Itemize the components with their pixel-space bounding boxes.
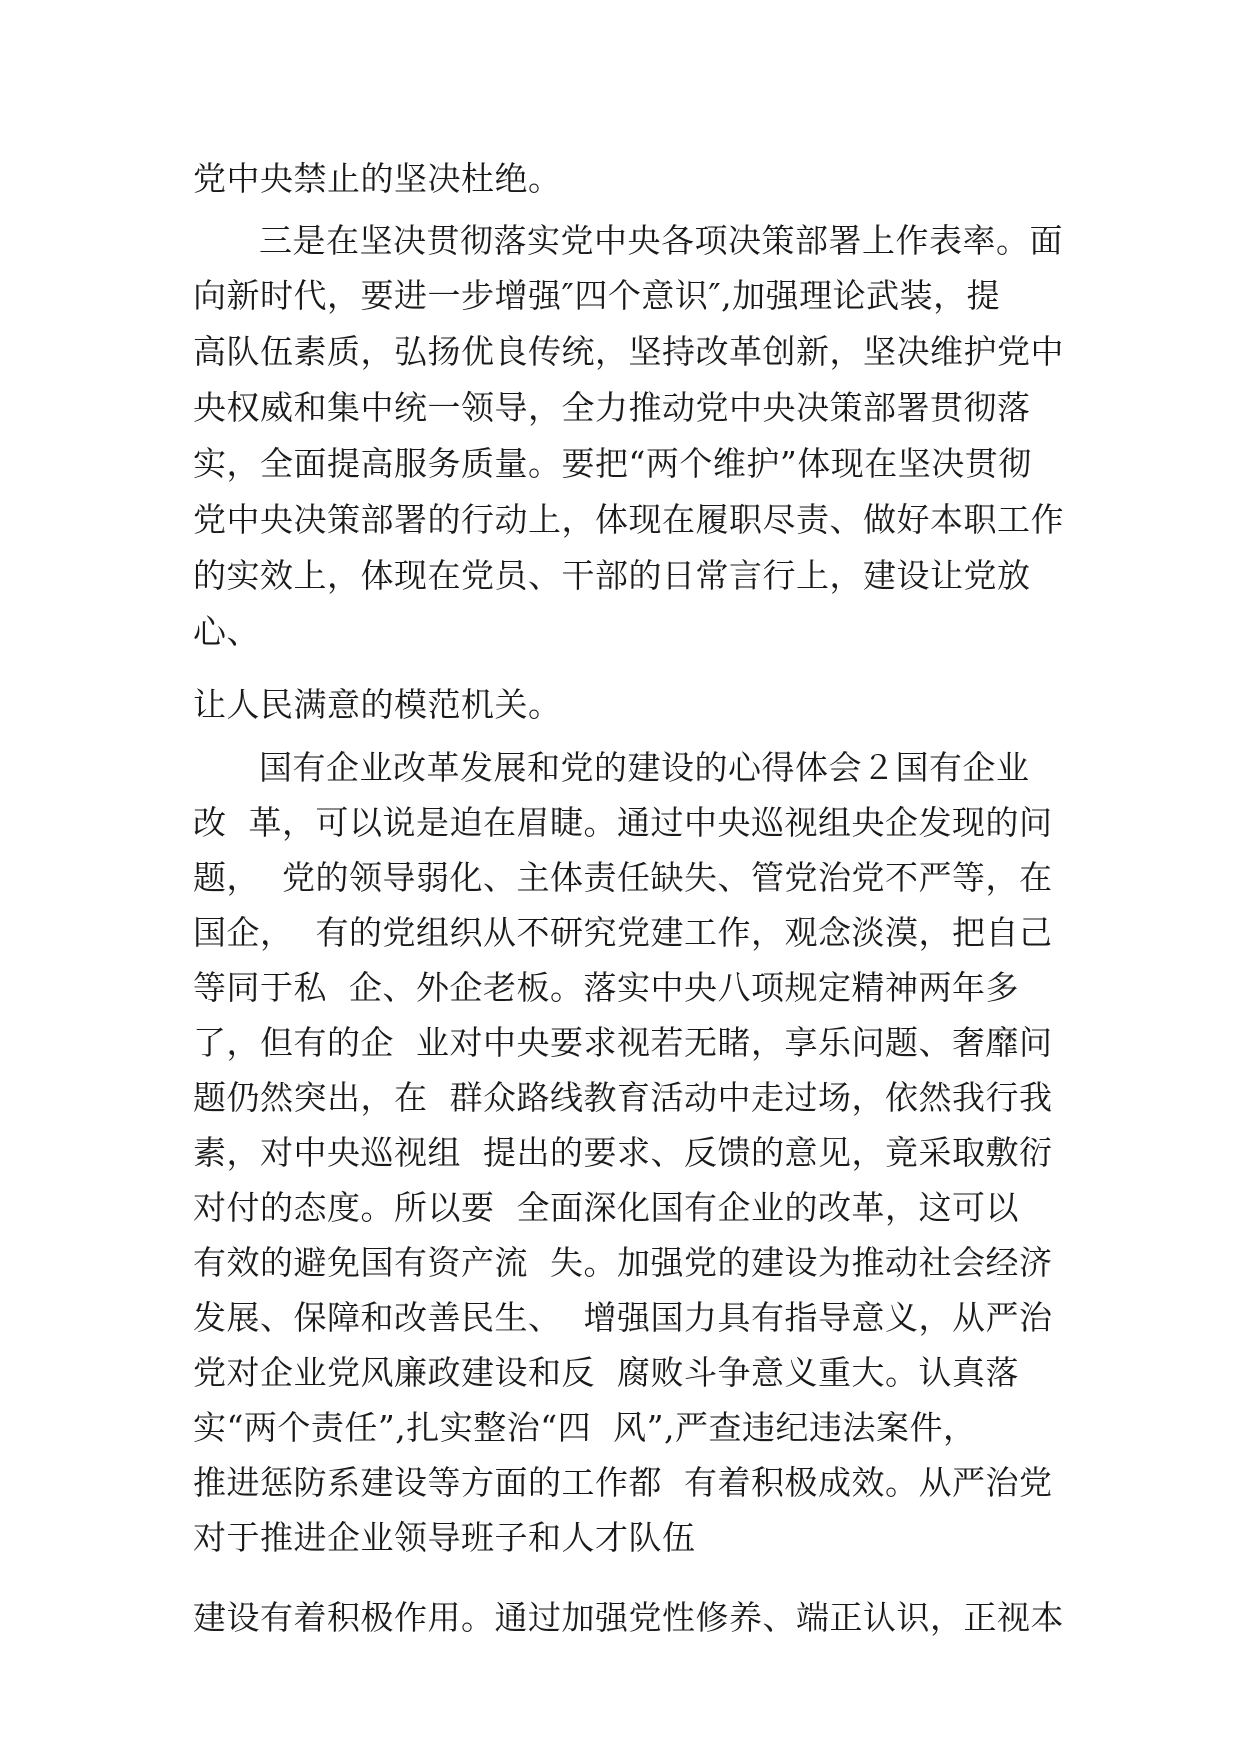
paragraph-start-line: 国有企业改革发展和党的建设的心得体会２国有企业 bbox=[259, 748, 1030, 787]
text-line: 发展、保障和改善民生、 增强国力具有指导意义，从严治 bbox=[193, 1298, 1053, 1337]
text-line: 有效的避免国有资产流 失。加强党的建设为推动社会经济 bbox=[193, 1243, 1053, 1282]
text-line: 素，对中央巡视组 提出的要求、反馈的意见，竟采取敷衍 bbox=[193, 1133, 1053, 1172]
text-line: 等同于私 企、外企老板。落实中央八项规定精神两年多 bbox=[193, 968, 1019, 1007]
text-line: 实，全面提高服务质量。要把“两个维护”体现在坚决贯彻 bbox=[193, 444, 1032, 483]
text-line: 党对企业党风廉政建设和反 腐败斗争意义重大。认真落 bbox=[193, 1353, 1019, 1392]
text-line: 的实效上，体现在党员、干部的日常言行上，建设让党放 bbox=[193, 556, 1031, 595]
text-line: 向新时代，要进一步增强″四个意识″,加强理论武装，提 bbox=[193, 276, 1001, 315]
text-line: 让人民满意的模范机关。 bbox=[193, 685, 562, 724]
text-line: 央权威和集中统一领导，全力推动党中央决策部署贯彻落 bbox=[193, 388, 1031, 427]
text-line: 题仍然突出，在 群众路线教育活动中走过场，依然我行我 bbox=[193, 1078, 1053, 1117]
text-line: 高队伍素质，弘扬优良传统，坚持改革创新，坚决维护党中 bbox=[193, 332, 1064, 371]
text-line: 题， 党的领导弱化、主体责任缺失、管党治党不严等，在 bbox=[193, 858, 1053, 897]
paragraph-start-line: 三是在坚决贯彻落实党中央各项决策部署上作表率。面 bbox=[259, 221, 1063, 260]
text-line: 推进惩防系建设等方面的工作都 有着积极成效。从严治党 bbox=[193, 1463, 1053, 1502]
text-line: 对付的态度。所以要 全面深化国有企业的改革，这可以 bbox=[193, 1188, 1019, 1227]
text-line: 国企， 有的党组织从不研究党建工作，观念淡漠，把自己 bbox=[193, 913, 1053, 952]
text-line: 实“两个责任”,扎实整治“四 风”,严查违纪违法案件， bbox=[193, 1408, 977, 1447]
text-line: 党中央禁止的坚决杜绝。 bbox=[193, 159, 562, 198]
text-line: 党中央决策部署的行动上，体现在履职尽责、做好本职工作 bbox=[193, 500, 1064, 539]
text-line: 改 革，可以说是迫在眉睫。通过中央巡视组央企发现的问 bbox=[193, 803, 1053, 842]
text-line: 建设有着积极作用。通过加强党性修养、端正认识，正视本 bbox=[193, 1598, 1064, 1637]
text-line: 心、 bbox=[193, 612, 260, 651]
text-line: 对于推进企业领导班子和人才队伍 bbox=[193, 1518, 696, 1557]
text-line: 了，但有的企 业对中央要求视若无睹，享乐问题、奢靡问 bbox=[193, 1023, 1053, 1062]
